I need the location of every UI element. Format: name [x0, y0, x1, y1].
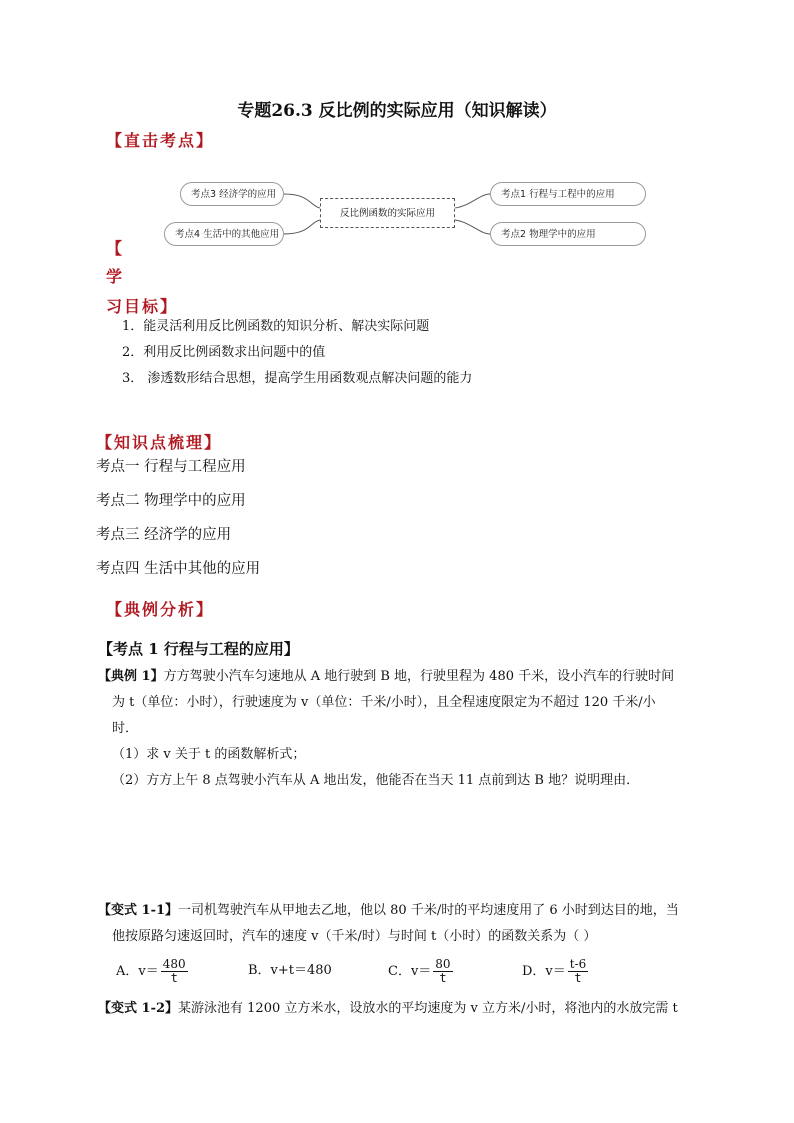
example-question-2: （2）方方上午 8 点驾驶小汽车从 A 地出发，他能否在当天 11 点前到达 B 地？说明理由．	[112, 773, 640, 788]
variant-label: 【变式 1-1】	[98, 903, 179, 918]
mind-map-node-left-top: 考点3 经济学的应用	[180, 182, 284, 206]
fraction: $\frac{t-6}{t}$	[569, 957, 587, 985]
option-c: C．v＝ $\frac{80}{t}$	[388, 957, 451, 985]
example-question-1: （1）求 v 关于 t 的函数解析式；	[112, 747, 306, 762]
learning-goals	[122, 314, 472, 392]
goal-item: 1．能灵活利用反比例函数的知识分析、解决实际问题	[122, 319, 430, 334]
option-a: A．v＝ $\frac{480}{t}$	[116, 957, 186, 985]
mind-map-node-left-bottom: 考点4 生活中的其他应用	[164, 222, 284, 246]
mind-map-node-right-top: 考点1 行程与工程中的应用	[490, 182, 646, 206]
goal-item: 2．利用反比例函数求出问题中的值	[122, 345, 326, 360]
variant-text: 某游泳池有 1200 立方米水，设放水的平均速度为 v 立方米/小时，将池内的水放完需 t	[178, 1001, 678, 1016]
section-heading-dianli: 【典例分析】	[106, 600, 215, 619]
knowledge-point-item: 考点二 物理学中的应用	[96, 493, 246, 509]
options-row	[98, 952, 708, 992]
option-d: D．v＝ $\frac{t-6}{t}$	[522, 957, 587, 985]
mind-map	[160, 176, 660, 252]
example-text: 方方驾驶小汽车匀速地从 A 地行驶到 B 地，行驶里程为 480 千米，设小汽车的行驶时间	[163, 669, 675, 684]
variant-label: 【变式 1-2】	[98, 1001, 179, 1016]
goal-item: 3． 渗透数形结合思想，提高学生用函数观点解决问题的能力	[122, 371, 473, 386]
section-heading-xuexi-part3: 习目标】	[106, 297, 179, 316]
fraction: $\frac{480}{t}$	[162, 957, 186, 985]
knowledge-point-item: 考点四 生活中其他的应用	[96, 561, 261, 577]
page-title: 专题26.3 反比例的实际应用（知识解读）	[237, 101, 557, 121]
knowledge-points	[96, 455, 260, 591]
example-text: 时．	[112, 721, 139, 736]
knowledge-point-item: 考点一 行程与工程应用	[96, 459, 246, 475]
option-b: B．v+t＝480	[248, 963, 332, 978]
section-heading-zhishi: 【知识点梳理】	[96, 433, 223, 452]
mind-map-center: 反比例函数的实际应用	[320, 198, 455, 228]
mind-map-node-right-bottom: 考点2 物理学中的应用	[490, 222, 646, 246]
knowledge-point-item: 考点三 经济学的应用	[96, 527, 232, 543]
section-heading-zhiji: 【直击考点】	[106, 131, 215, 150]
variant-text: 他按原路匀速返回时，汽车的速度 v（千米/时）与时间 t（小时）的函数关系为（ ）	[112, 929, 597, 944]
example-1	[98, 664, 708, 794]
kaodian1-heading: 【考点 1 行程与工程的应用】	[98, 640, 299, 658]
fraction: $\frac{80}{t}$	[435, 957, 451, 985]
example-label: 【典例 1】	[98, 669, 164, 684]
variant-1-1	[98, 898, 708, 992]
section-heading-xuexi-part2: 学	[106, 267, 125, 286]
example-text: 为 t（单位：小时），行驶速度为 v（单位：千米/小时），且全程速度限定为不超过 120 千米/小	[112, 695, 656, 710]
variant-1-2	[98, 996, 708, 1022]
section-heading-xuexi-part1: 【	[106, 239, 125, 258]
variant-text: 一司机驾驶汽车从甲地去乙地，他以 80 千米/时的平均速度用了 6 小时到达目的地，当	[178, 903, 679, 918]
